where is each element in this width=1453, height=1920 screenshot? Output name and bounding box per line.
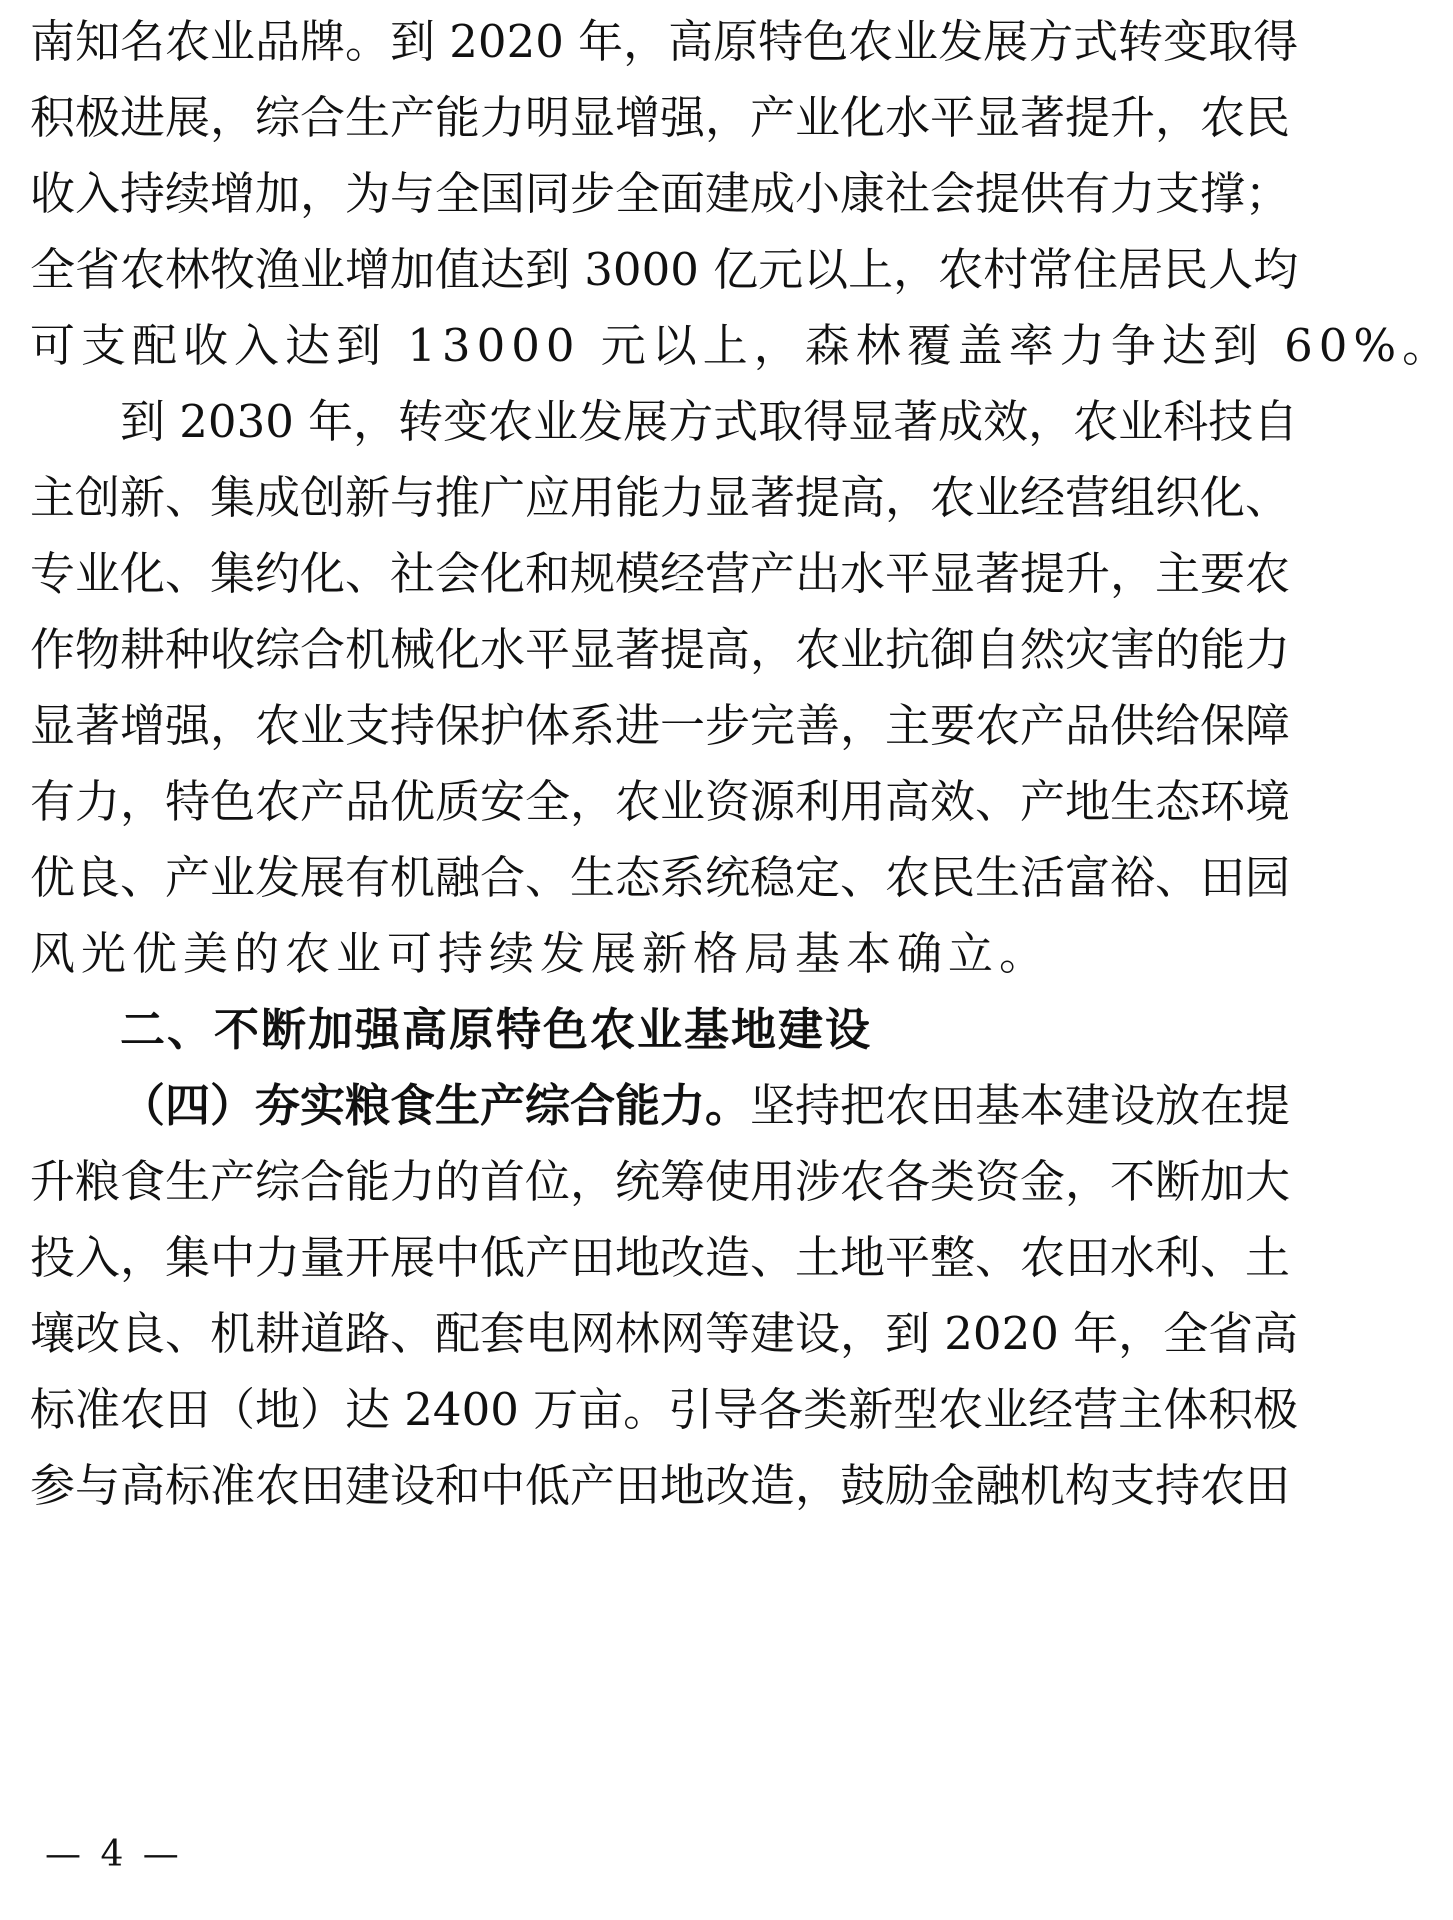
body-line: 积极进展，综合生产能力明显增强，产业化水平显著提升，农民	[30, 91, 1291, 144]
subsection-text: 坚持把农田基本建设放在提	[750, 1079, 1291, 1132]
subsection-title: （四）夯实粮食生产综合能力。	[120, 1079, 751, 1132]
body-line: 优良、产业发展有机融合、生态系统稳定、农民生活富裕、田园	[30, 851, 1291, 904]
body-line: 标准农田（地）达 2400 万亩。引导各类新型农业经营主体积极	[30, 1383, 1299, 1436]
body-line: 壤改良、机耕道路、配套电网林网等建设，到 2020 年，全省高	[30, 1307, 1299, 1360]
paragraph-first-line: 到 2030 年，转变农业发展方式取得显著成效，农业科技自	[120, 395, 1299, 448]
body-line: 显著增强，农业支持保护体系进一步完善，主要农产品供给保障	[30, 699, 1291, 752]
paragraph-first-line	[120, 1076, 1291, 1136]
body-line: 有力，特色农产品优质安全，农业资源利用高效、产地生态环境	[30, 775, 1291, 828]
body-line: 收入持续增加，为与全国同步全面建成小康社会提供有力支撑；	[30, 167, 1291, 220]
body-line: 主创新、集成创新与推广应用能力显著提高，农业经营组织化、	[30, 471, 1291, 524]
section-heading: 二、不断加强高原特色农业基地建设	[120, 1003, 873, 1056]
body-line: 升粮食生产综合能力的首位，统筹使用涉农各类资金，不断加大	[30, 1155, 1291, 1208]
body-line: 作物耕种收综合机械化水平显著提高，农业抗御自然灾害的能力	[30, 623, 1291, 676]
body-line: 参与高标准农田建设和中低产田地改造，鼓励金融机构支持农田	[30, 1459, 1291, 1512]
body-line: 投入，集中力量开展中低产田地改造、土地平整、农田水利、土	[30, 1231, 1291, 1284]
page-number: — 4 —	[45, 1834, 183, 1875]
body-line: 风光优美的农业可持续发展新格局基本确立。	[30, 927, 1051, 980]
body-line: 全省农林牧渔业增加值达到 3000 亿元以上，农村常住居民人均	[30, 243, 1299, 296]
body-line: 南知名农业品牌。到 2020 年，高原特色农业发展方式转变取得	[30, 15, 1299, 68]
body-line: 专业化、集约化、社会化和规模经营产出水平显著提升，主要农	[30, 547, 1291, 600]
body-line: 可支配收入达到 13000 元以上，森林覆盖率力争达到 60%。	[30, 319, 1453, 372]
